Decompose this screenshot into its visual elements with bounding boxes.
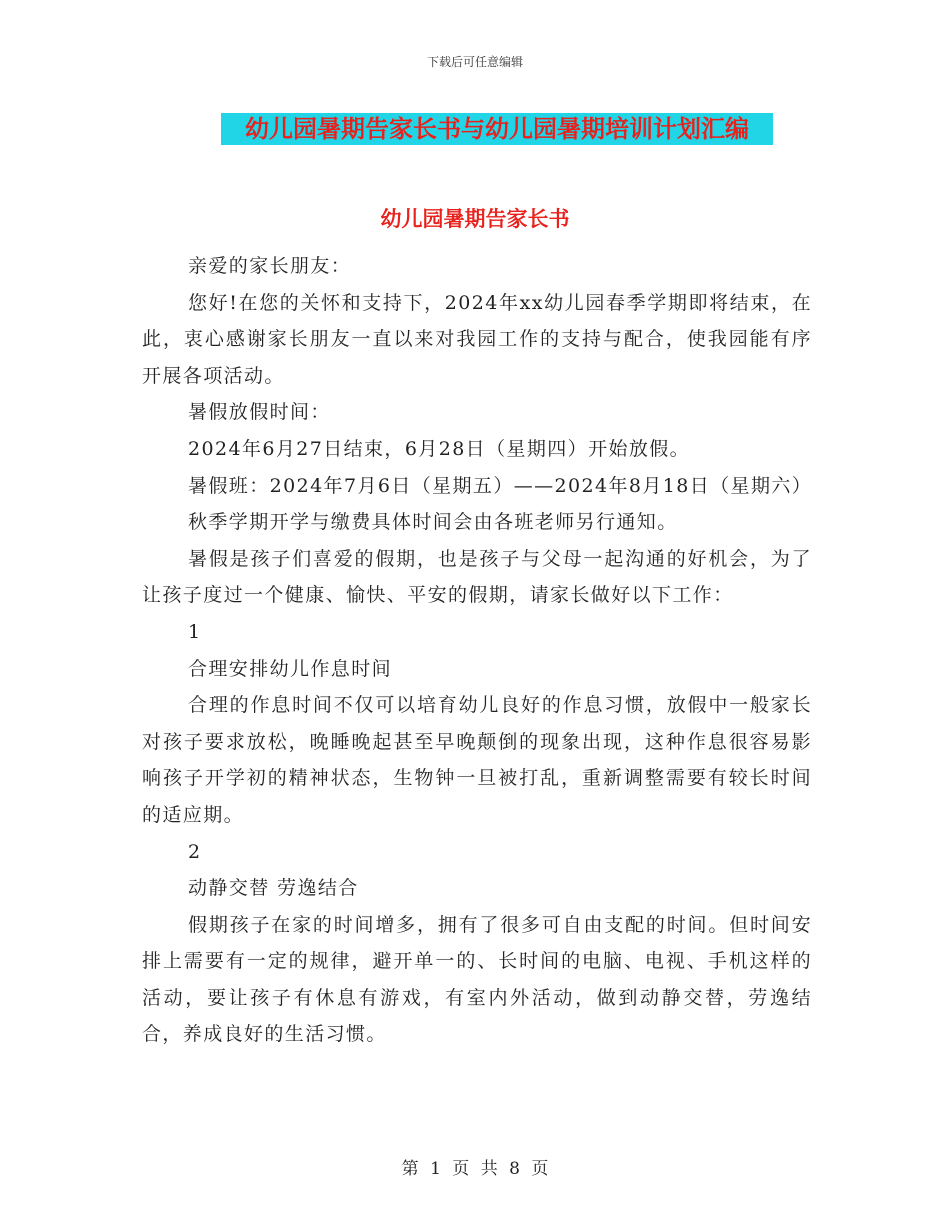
section-title: 幼儿园暑期告家长书 [380,206,570,231]
list-body-1: 合理的作息时间不仅可以培育幼儿良好的作息习惯，放假中一般家长对孩子要求放松，晚睡晚起甚至早晚颠倒的现象出现，这种作息很容易影响孩子开学初的精神状态，生物钟一旦被打乱，重新调整需要有较长时间的适应期。 [142,694,812,826]
list-heading-2: 动静交替 劳逸结合 [188,877,359,900]
paragraph-autumn-notice: 秋季学期开学与缴费具体时间会由各班老师另行通知。 [188,511,678,534]
list-number-1: 1 [188,620,202,643]
page-footer: 第 1 页 共 8 页 [401,1159,549,1179]
paragraph-summer-tips: 暑假是孩子们喜爱的假期，也是孩子与父母一起沟通的好机会，为了让孩子度过一个健康、愉快、平安的假期，请家长做好以下工作： [142,547,812,607]
list-body-2: 假期孩子在家的时间增多，拥有了很多可自由支配的时间。但时间安排上需要有一定的规律，避开单一的、长时间的电脑、电视、手机这样的活动，要让孩子有休息有游戏，有室内外活动，做到动静交替，劳逸结合，养成良好的生活习惯。 [142,913,812,1046]
document-body [142,248,812,1053]
paragraph-holiday-heading: 暑假放假时间： [188,401,331,424]
paragraph-holiday-dates: 2024年6月27日结束，6月28日（星期四）开始放假。 [188,437,691,460]
paragraph-greeting: 亲爱的家长朋友： [188,255,352,277]
list-number-2: 2 [188,840,202,863]
paragraph-summer-class: 暑假班：2024年7月6日（星期五）——2024年8月18日（星期六） [188,474,813,497]
document-main-title: 幼儿园暑期告家长书与幼儿园暑期培训计划汇编 [221,113,773,145]
list-heading-1: 合理安排幼儿作息时间 [188,657,393,680]
paragraph-intro: 您好!在您的关怀和支持下，2024年xx幼儿园春季学期即将结束，在此，衷心感谢家长朋友一直以来对我园工作的支持与配合，使我园能有序开展各项活动。 [142,291,812,387]
header-note: 下载后可任意编辑 [426,55,523,69]
